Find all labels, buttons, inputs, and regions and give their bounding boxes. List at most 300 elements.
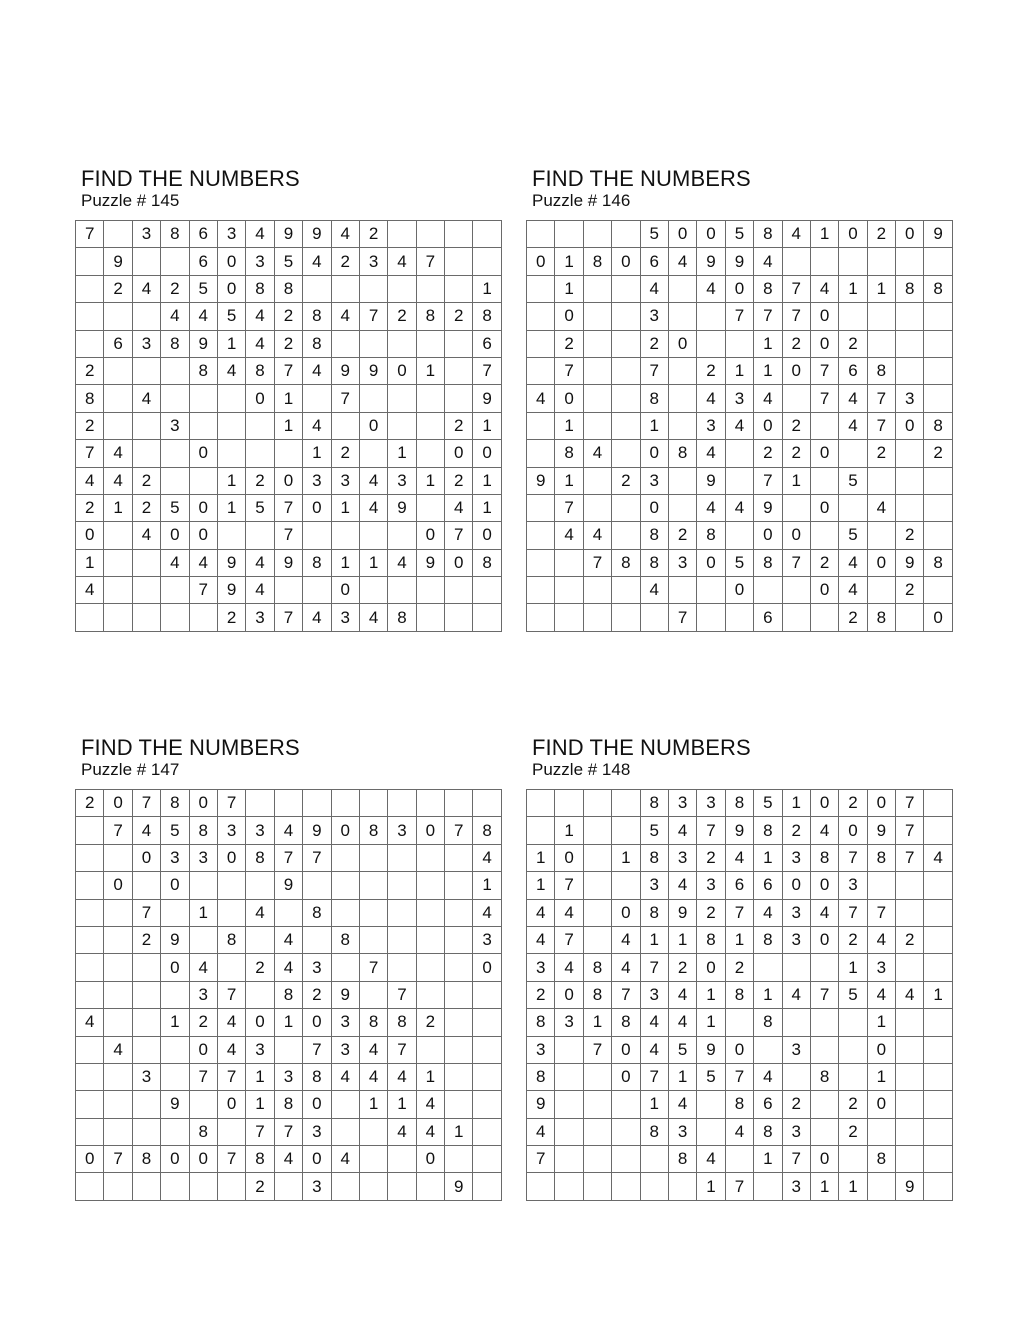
grid-row <box>76 1009 502 1036</box>
grid-cell <box>640 1146 668 1173</box>
grid-cell <box>896 604 924 631</box>
grid-cell: 4 <box>867 981 895 1008</box>
grid-cell <box>583 899 611 926</box>
grid-cell: 9 <box>473 385 501 412</box>
grid-cell: 0 <box>445 549 473 576</box>
grid-cell: 3 <box>697 790 725 817</box>
grid-cell <box>924 1063 952 1090</box>
grid-cell <box>76 275 104 302</box>
grid-cell: 7 <box>445 522 473 549</box>
grid-cell: 7 <box>246 1118 274 1145</box>
grid-cell <box>612 275 640 302</box>
grid-cell: 0 <box>161 872 189 899</box>
grid-cell: 7 <box>274 357 302 384</box>
grid-cell: 0 <box>782 357 810 384</box>
grid-cell <box>76 844 104 871</box>
grid-cell <box>331 954 359 981</box>
grid-cell <box>867 1118 895 1145</box>
grid-cell: 8 <box>274 275 302 302</box>
grid-cell: 3 <box>782 844 810 871</box>
grid-cell <box>132 604 160 631</box>
grid-cell: 2 <box>274 330 302 357</box>
grid-cell <box>217 412 245 439</box>
grid-cell: 0 <box>725 1036 753 1063</box>
grid-cell: 1 <box>810 1173 838 1200</box>
grid-cell <box>76 817 104 844</box>
grid-cell: 2 <box>725 954 753 981</box>
grid-cell: 4 <box>527 385 555 412</box>
grid-cell: 7 <box>725 899 753 926</box>
grid-cell <box>867 1173 895 1200</box>
grid-cell <box>583 357 611 384</box>
grid-cell <box>104 221 132 248</box>
grid-cell <box>612 522 640 549</box>
grid-cell: 2 <box>132 467 160 494</box>
grid-cell: 9 <box>867 817 895 844</box>
puzzle-148 <box>532 736 962 1201</box>
grid-cell: 0 <box>473 954 501 981</box>
grid-cell: 8 <box>161 330 189 357</box>
grid-cell <box>473 604 501 631</box>
grid-cell <box>555 1036 583 1063</box>
grid-cell: 7 <box>132 790 160 817</box>
grid-cell: 2 <box>445 467 473 494</box>
grid-cell <box>445 926 473 953</box>
grid-cell <box>331 872 359 899</box>
grid-cell: 1 <box>612 844 640 871</box>
grid-cell <box>612 817 640 844</box>
grid-cell: 1 <box>754 330 782 357</box>
grid-cell <box>76 1063 104 1090</box>
grid-row <box>527 604 953 631</box>
grid-cell: 7 <box>388 981 416 1008</box>
grid-cell <box>416 604 444 631</box>
grid-cell <box>445 275 473 302</box>
grid-cell <box>359 899 387 926</box>
grid-row <box>76 385 502 412</box>
grid-cell <box>810 1091 838 1118</box>
grid-cell <box>189 1173 217 1200</box>
grid-cell <box>754 577 782 604</box>
grid-cell <box>76 1091 104 1118</box>
grid-cell <box>161 1036 189 1063</box>
grid-cell <box>583 1063 611 1090</box>
grid-cell <box>161 1063 189 1090</box>
grid-cell: 0 <box>445 440 473 467</box>
grid-cell <box>104 1118 132 1145</box>
grid-cell: 0 <box>76 522 104 549</box>
grid-cell: 4 <box>867 926 895 953</box>
grid-cell: 8 <box>359 817 387 844</box>
grid-cell <box>388 954 416 981</box>
grid-cell <box>76 303 104 330</box>
grid-cell: 4 <box>754 1063 782 1090</box>
grid-cell <box>924 1091 952 1118</box>
grid-cell: 1 <box>668 1063 696 1090</box>
grid-cell <box>725 440 753 467</box>
grid-cell: 0 <box>104 872 132 899</box>
grid-cell <box>76 926 104 953</box>
puzzle-title: FIND THE NUMBERS <box>532 735 751 760</box>
grid-cell: 1 <box>697 1173 725 1200</box>
grid-cell: 4 <box>76 467 104 494</box>
grid-cell <box>416 494 444 521</box>
grid-cell: 7 <box>867 385 895 412</box>
grid-cell <box>924 817 952 844</box>
grid-cell: 3 <box>782 1036 810 1063</box>
grid-cell <box>810 522 838 549</box>
grid-cell <box>810 1009 838 1036</box>
grid-cell <box>445 1091 473 1118</box>
grid-cell: 4 <box>896 981 924 1008</box>
grid-cell: 7 <box>217 981 245 1008</box>
grid-cell: 8 <box>754 1118 782 1145</box>
grid-cell <box>445 899 473 926</box>
grid-cell <box>924 872 952 899</box>
grid-cell: 1 <box>782 790 810 817</box>
grid-row <box>76 954 502 981</box>
number-grid <box>75 220 502 632</box>
grid-cell: 4 <box>359 494 387 521</box>
grid-row <box>76 549 502 576</box>
grid-cell: 1 <box>810 221 838 248</box>
grid-cell: 8 <box>473 549 501 576</box>
grid-cell: 4 <box>473 844 501 871</box>
grid-cell: 9 <box>303 221 331 248</box>
grid-cell <box>104 926 132 953</box>
grid-row <box>76 981 502 1008</box>
grid-cell: 2 <box>76 790 104 817</box>
grid-cell <box>640 604 668 631</box>
grid-cell <box>331 899 359 926</box>
grid-cell: 0 <box>810 303 838 330</box>
grid-cell: 0 <box>754 522 782 549</box>
grid-cell <box>416 221 444 248</box>
grid-cell: 8 <box>640 522 668 549</box>
grid-cell: 2 <box>839 926 867 953</box>
grid-cell <box>725 330 753 357</box>
grid-cell: 7 <box>839 844 867 871</box>
grid-cell <box>668 275 696 302</box>
grid-cell: 0 <box>782 522 810 549</box>
grid-cell <box>246 981 274 1008</box>
grid-cell: 1 <box>555 412 583 439</box>
grid-cell: 4 <box>274 926 302 953</box>
grid-cell: 7 <box>104 817 132 844</box>
grid-cell: 7 <box>274 1118 302 1145</box>
grid-cell <box>924 467 952 494</box>
grid-cell: 9 <box>527 467 555 494</box>
grid-cell <box>132 1091 160 1118</box>
grid-cell: 6 <box>189 221 217 248</box>
grid-cell: 2 <box>527 981 555 1008</box>
grid-cell: 4 <box>217 1009 245 1036</box>
grid-cell: 7 <box>555 357 583 384</box>
grid-cell <box>725 467 753 494</box>
grid-cell: 0 <box>217 844 245 871</box>
grid-cell: 1 <box>754 357 782 384</box>
grid-cell: 0 <box>189 522 217 549</box>
grid-cell <box>527 577 555 604</box>
grid-cell: 4 <box>640 275 668 302</box>
grid-cell: 1 <box>782 467 810 494</box>
grid-cell <box>473 1063 501 1090</box>
grid-cell <box>583 790 611 817</box>
grid-cell: 7 <box>697 817 725 844</box>
grid-cell: 0 <box>896 221 924 248</box>
grid-cell <box>527 522 555 549</box>
grid-cell <box>924 1009 952 1036</box>
grid-row <box>527 954 953 981</box>
grid-cell: 8 <box>246 844 274 871</box>
grid-cell <box>416 1173 444 1200</box>
grid-cell <box>359 981 387 1008</box>
grid-cell <box>132 1173 160 1200</box>
grid-cell <box>697 1118 725 1145</box>
grid-cell <box>274 790 302 817</box>
grid-cell: 8 <box>640 549 668 576</box>
puzzle-title: FIND THE NUMBERS <box>81 735 300 760</box>
grid-cell: 0 <box>697 549 725 576</box>
grid-cell: 7 <box>189 577 217 604</box>
grid-cell: 7 <box>810 385 838 412</box>
grid-cell: 5 <box>274 248 302 275</box>
grid-cell: 2 <box>274 303 302 330</box>
grid-cell: 7 <box>725 303 753 330</box>
grid-cell: 4 <box>104 467 132 494</box>
grid-cell <box>416 926 444 953</box>
grid-cell: 1 <box>246 1091 274 1118</box>
grid-cell <box>782 385 810 412</box>
grid-cell <box>896 1118 924 1145</box>
grid-cell <box>76 981 104 1008</box>
grid-cell <box>839 494 867 521</box>
grid-cell <box>612 1118 640 1145</box>
grid-cell: 2 <box>161 275 189 302</box>
grid-cell <box>527 330 555 357</box>
grid-cell: 4 <box>388 1118 416 1145</box>
grid-row <box>527 412 953 439</box>
grid-cell: 1 <box>473 494 501 521</box>
grid-cell <box>303 275 331 302</box>
grid-cell: 2 <box>896 577 924 604</box>
grid-cell: 0 <box>754 412 782 439</box>
grid-cell <box>924 330 952 357</box>
grid-cell: 0 <box>810 872 838 899</box>
grid-cell: 9 <box>388 494 416 521</box>
grid-row <box>76 467 502 494</box>
grid-cell <box>416 330 444 357</box>
grid-cell: 9 <box>331 357 359 384</box>
grid-cell <box>416 790 444 817</box>
grid-cell: 3 <box>388 817 416 844</box>
grid-cell: 2 <box>359 221 387 248</box>
grid-row <box>76 303 502 330</box>
grid-cell: 3 <box>331 1009 359 1036</box>
grid-cell <box>697 330 725 357</box>
grid-cell: 4 <box>359 1063 387 1090</box>
grid-cell: 0 <box>612 899 640 926</box>
grid-cell: 0 <box>896 412 924 439</box>
grid-cell: 1 <box>640 926 668 953</box>
grid-row <box>76 604 502 631</box>
grid-cell: 5 <box>217 303 245 330</box>
grid-cell: 4 <box>359 467 387 494</box>
grid-cell: 1 <box>867 275 895 302</box>
grid-cell <box>76 330 104 357</box>
grid-cell <box>132 872 160 899</box>
grid-cell <box>132 577 160 604</box>
grid-cell: 2 <box>697 899 725 926</box>
grid-cell: 3 <box>867 954 895 981</box>
grid-cell <box>896 494 924 521</box>
grid-cell: 8 <box>303 549 331 576</box>
grid-cell: 1 <box>161 1009 189 1036</box>
grid-cell: 4 <box>527 899 555 926</box>
grid-cell <box>104 1063 132 1090</box>
grid-cell <box>668 467 696 494</box>
grid-cell <box>359 275 387 302</box>
puzzle-147 <box>81 736 511 1201</box>
grid-cell: 3 <box>132 330 160 357</box>
grid-cell <box>388 221 416 248</box>
grid-cell <box>473 248 501 275</box>
grid-cell: 8 <box>640 899 668 926</box>
grid-cell: 4 <box>388 1063 416 1090</box>
grid-cell <box>697 1091 725 1118</box>
grid-cell <box>867 303 895 330</box>
grid-cell: 4 <box>76 577 104 604</box>
grid-cell: 0 <box>189 790 217 817</box>
grid-cell: 5 <box>725 549 753 576</box>
grid-cell <box>274 577 302 604</box>
grid-cell <box>303 522 331 549</box>
grid-cell <box>668 1173 696 1200</box>
grid-cell: 0 <box>668 221 696 248</box>
grid-cell: 4 <box>527 1118 555 1145</box>
grid-cell: 1 <box>274 412 302 439</box>
grid-cell <box>782 248 810 275</box>
grid-cell: 2 <box>668 522 696 549</box>
grid-cell: 0 <box>303 1091 331 1118</box>
grid-cell: 9 <box>217 549 245 576</box>
grid-cell <box>583 604 611 631</box>
grid-row <box>527 899 953 926</box>
grid-cell: 1 <box>725 926 753 953</box>
grid-row <box>527 1036 953 1063</box>
grid-cell: 4 <box>189 954 217 981</box>
grid-row <box>76 412 502 439</box>
grid-row <box>527 467 953 494</box>
grid-cell: 0 <box>839 221 867 248</box>
grid-cell <box>416 872 444 899</box>
grid-cell: 0 <box>473 522 501 549</box>
grid-cell <box>924 357 952 384</box>
grid-cell: 4 <box>668 1009 696 1036</box>
grid-cell: 0 <box>810 1146 838 1173</box>
grid-cell <box>527 303 555 330</box>
grid-cell: 2 <box>839 604 867 631</box>
grid-cell: 9 <box>416 549 444 576</box>
grid-cell: 4 <box>668 872 696 899</box>
grid-cell: 9 <box>725 248 753 275</box>
grid-cell: 8 <box>640 385 668 412</box>
grid-cell: 1 <box>839 275 867 302</box>
grid-cell <box>189 872 217 899</box>
grid-row <box>527 577 953 604</box>
grid-cell: 0 <box>217 275 245 302</box>
grid-cell <box>924 577 952 604</box>
grid-cell <box>161 604 189 631</box>
grid-cell: 2 <box>612 467 640 494</box>
grid-cell: 3 <box>782 926 810 953</box>
grid-cell: 3 <box>839 872 867 899</box>
grid-cell: 3 <box>303 1118 331 1145</box>
grid-cell <box>445 790 473 817</box>
grid-cell: 2 <box>246 467 274 494</box>
grid-cell: 7 <box>810 981 838 1008</box>
grid-cell <box>246 790 274 817</box>
grid-cell: 8 <box>217 926 245 953</box>
grid-cell: 0 <box>161 1146 189 1173</box>
grid-cell: 2 <box>246 954 274 981</box>
grid-cell: 4 <box>189 549 217 576</box>
grid-cell: 1 <box>473 467 501 494</box>
grid-cell: 8 <box>612 549 640 576</box>
grid-cell <box>583 926 611 953</box>
grid-cell: 0 <box>104 790 132 817</box>
grid-cell <box>527 221 555 248</box>
grid-cell: 9 <box>896 1173 924 1200</box>
grid-cell: 8 <box>246 357 274 384</box>
grid-cell: 8 <box>189 1118 217 1145</box>
grid-cell: 8 <box>754 817 782 844</box>
grid-cell: 0 <box>810 494 838 521</box>
grid-cell: 3 <box>725 385 753 412</box>
grid-cell: 2 <box>810 549 838 576</box>
grid-cell <box>331 522 359 549</box>
grid-cell <box>867 467 895 494</box>
grid-cell: 3 <box>697 412 725 439</box>
grid-cell: 9 <box>161 926 189 953</box>
grid-cell: 2 <box>416 1009 444 1036</box>
grid-cell: 3 <box>640 981 668 1008</box>
grid-cell: 2 <box>132 494 160 521</box>
grid-cell: 5 <box>839 467 867 494</box>
grid-cell: 2 <box>839 1091 867 1118</box>
grid-cell: 4 <box>640 577 668 604</box>
grid-cell: 7 <box>725 1063 753 1090</box>
grid-cell <box>388 1173 416 1200</box>
grid-row <box>527 248 953 275</box>
grid-cell: 4 <box>388 549 416 576</box>
grid-cell: 3 <box>782 899 810 926</box>
grid-cell <box>76 899 104 926</box>
grid-cell: 4 <box>303 248 331 275</box>
grid-cell: 1 <box>668 926 696 953</box>
grid-cell: 3 <box>246 1036 274 1063</box>
grid-cell: 8 <box>274 1091 302 1118</box>
grid-row <box>527 844 953 871</box>
grid-cell: 5 <box>246 494 274 521</box>
grid-cell <box>924 1036 952 1063</box>
grid-cell <box>924 303 952 330</box>
grid-cell: 0 <box>527 248 555 275</box>
grid-cell <box>555 790 583 817</box>
grid-cell <box>445 221 473 248</box>
grid-row <box>527 275 953 302</box>
grid-row <box>76 1173 502 1200</box>
